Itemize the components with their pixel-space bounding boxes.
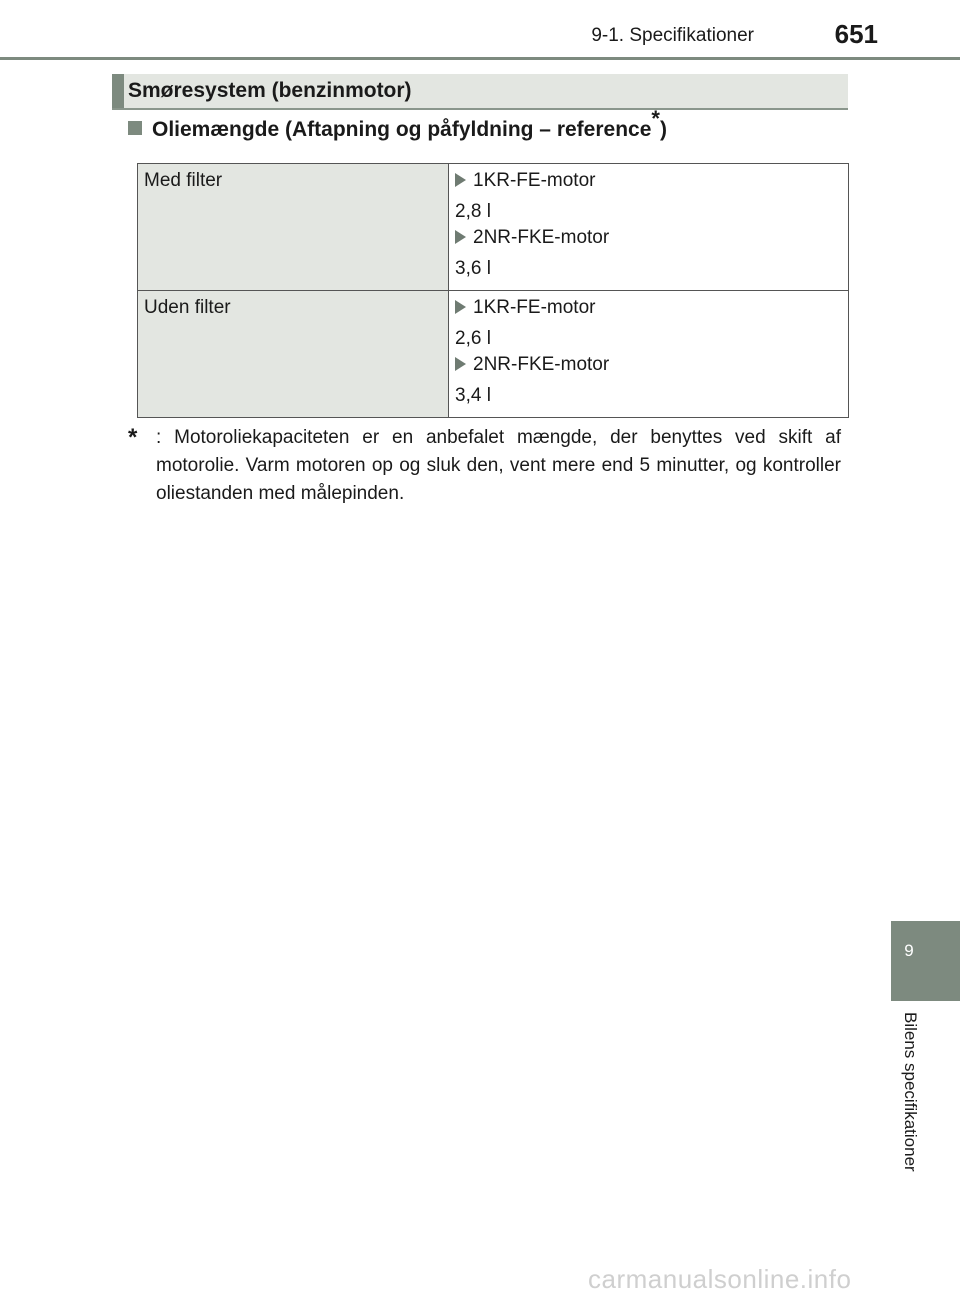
- entry-motor-name: 2NR-FKE-motor: [473, 354, 610, 375]
- entry-volume: 3,4 l: [455, 385, 491, 406]
- chapter-number: 9: [904, 941, 914, 960]
- footnote-mark: *: [128, 424, 138, 451]
- header-section-title: 9-1. Specifikationer: [591, 25, 754, 46]
- entry-motor-name: 1KR-FE-motor: [473, 170, 596, 191]
- watermark: carmanualsonline.info: [588, 1264, 852, 1294]
- row-label: Uden filter: [138, 291, 449, 418]
- entry-volume: 2,6 l: [455, 328, 491, 349]
- footnote-reference: *: [651, 106, 660, 131]
- entry-volume: 3,6 l: [455, 258, 491, 279]
- section-title: Smøresystem (benzinmotor): [128, 79, 412, 102]
- section-bar-rule: [112, 108, 848, 110]
- chapter-tab: [891, 921, 960, 1001]
- entry-motor-name: 1KR-FE-motor: [473, 297, 596, 318]
- triangle-right-icon: [455, 300, 466, 314]
- triangle-right-icon: [455, 230, 466, 244]
- page-number: 651: [834, 19, 878, 49]
- entry-motor: [455, 353, 842, 381]
- row-label: Med filter: [138, 164, 449, 291]
- entry-motor: [455, 296, 842, 324]
- oil-capacity-table: [137, 163, 849, 418]
- square-icon: [128, 121, 142, 135]
- entry-volume: 2,8 l: [455, 201, 491, 222]
- triangle-right-icon: [455, 173, 466, 187]
- table-row: [138, 291, 849, 418]
- entry-motor: [455, 169, 842, 197]
- row-values: [449, 291, 849, 418]
- sub-heading-text: Oliemængde (Aftapning og påfyldning – reference: [152, 118, 652, 141]
- header-rule: [0, 57, 960, 60]
- chapter-label: Bilens specifikationer: [901, 1012, 920, 1172]
- row-values: [449, 164, 849, 291]
- sub-heading: [128, 106, 667, 142]
- table-row: [138, 164, 849, 291]
- entry-motor: [455, 226, 842, 254]
- entry-motor-name: 2NR-FKE-motor: [473, 227, 610, 248]
- sub-heading-end: ): [659, 118, 667, 141]
- footnote: [128, 424, 841, 508]
- triangle-right-icon: [455, 357, 466, 371]
- footnote-text: : Motoroliekapaciteten er en anbefalet mængde, der benyttes ved skift af motorolie. Varm motoren op og sluk den, vent mere end 5 minutter, og kontroller oliestanden med målepinden.: [156, 427, 841, 504]
